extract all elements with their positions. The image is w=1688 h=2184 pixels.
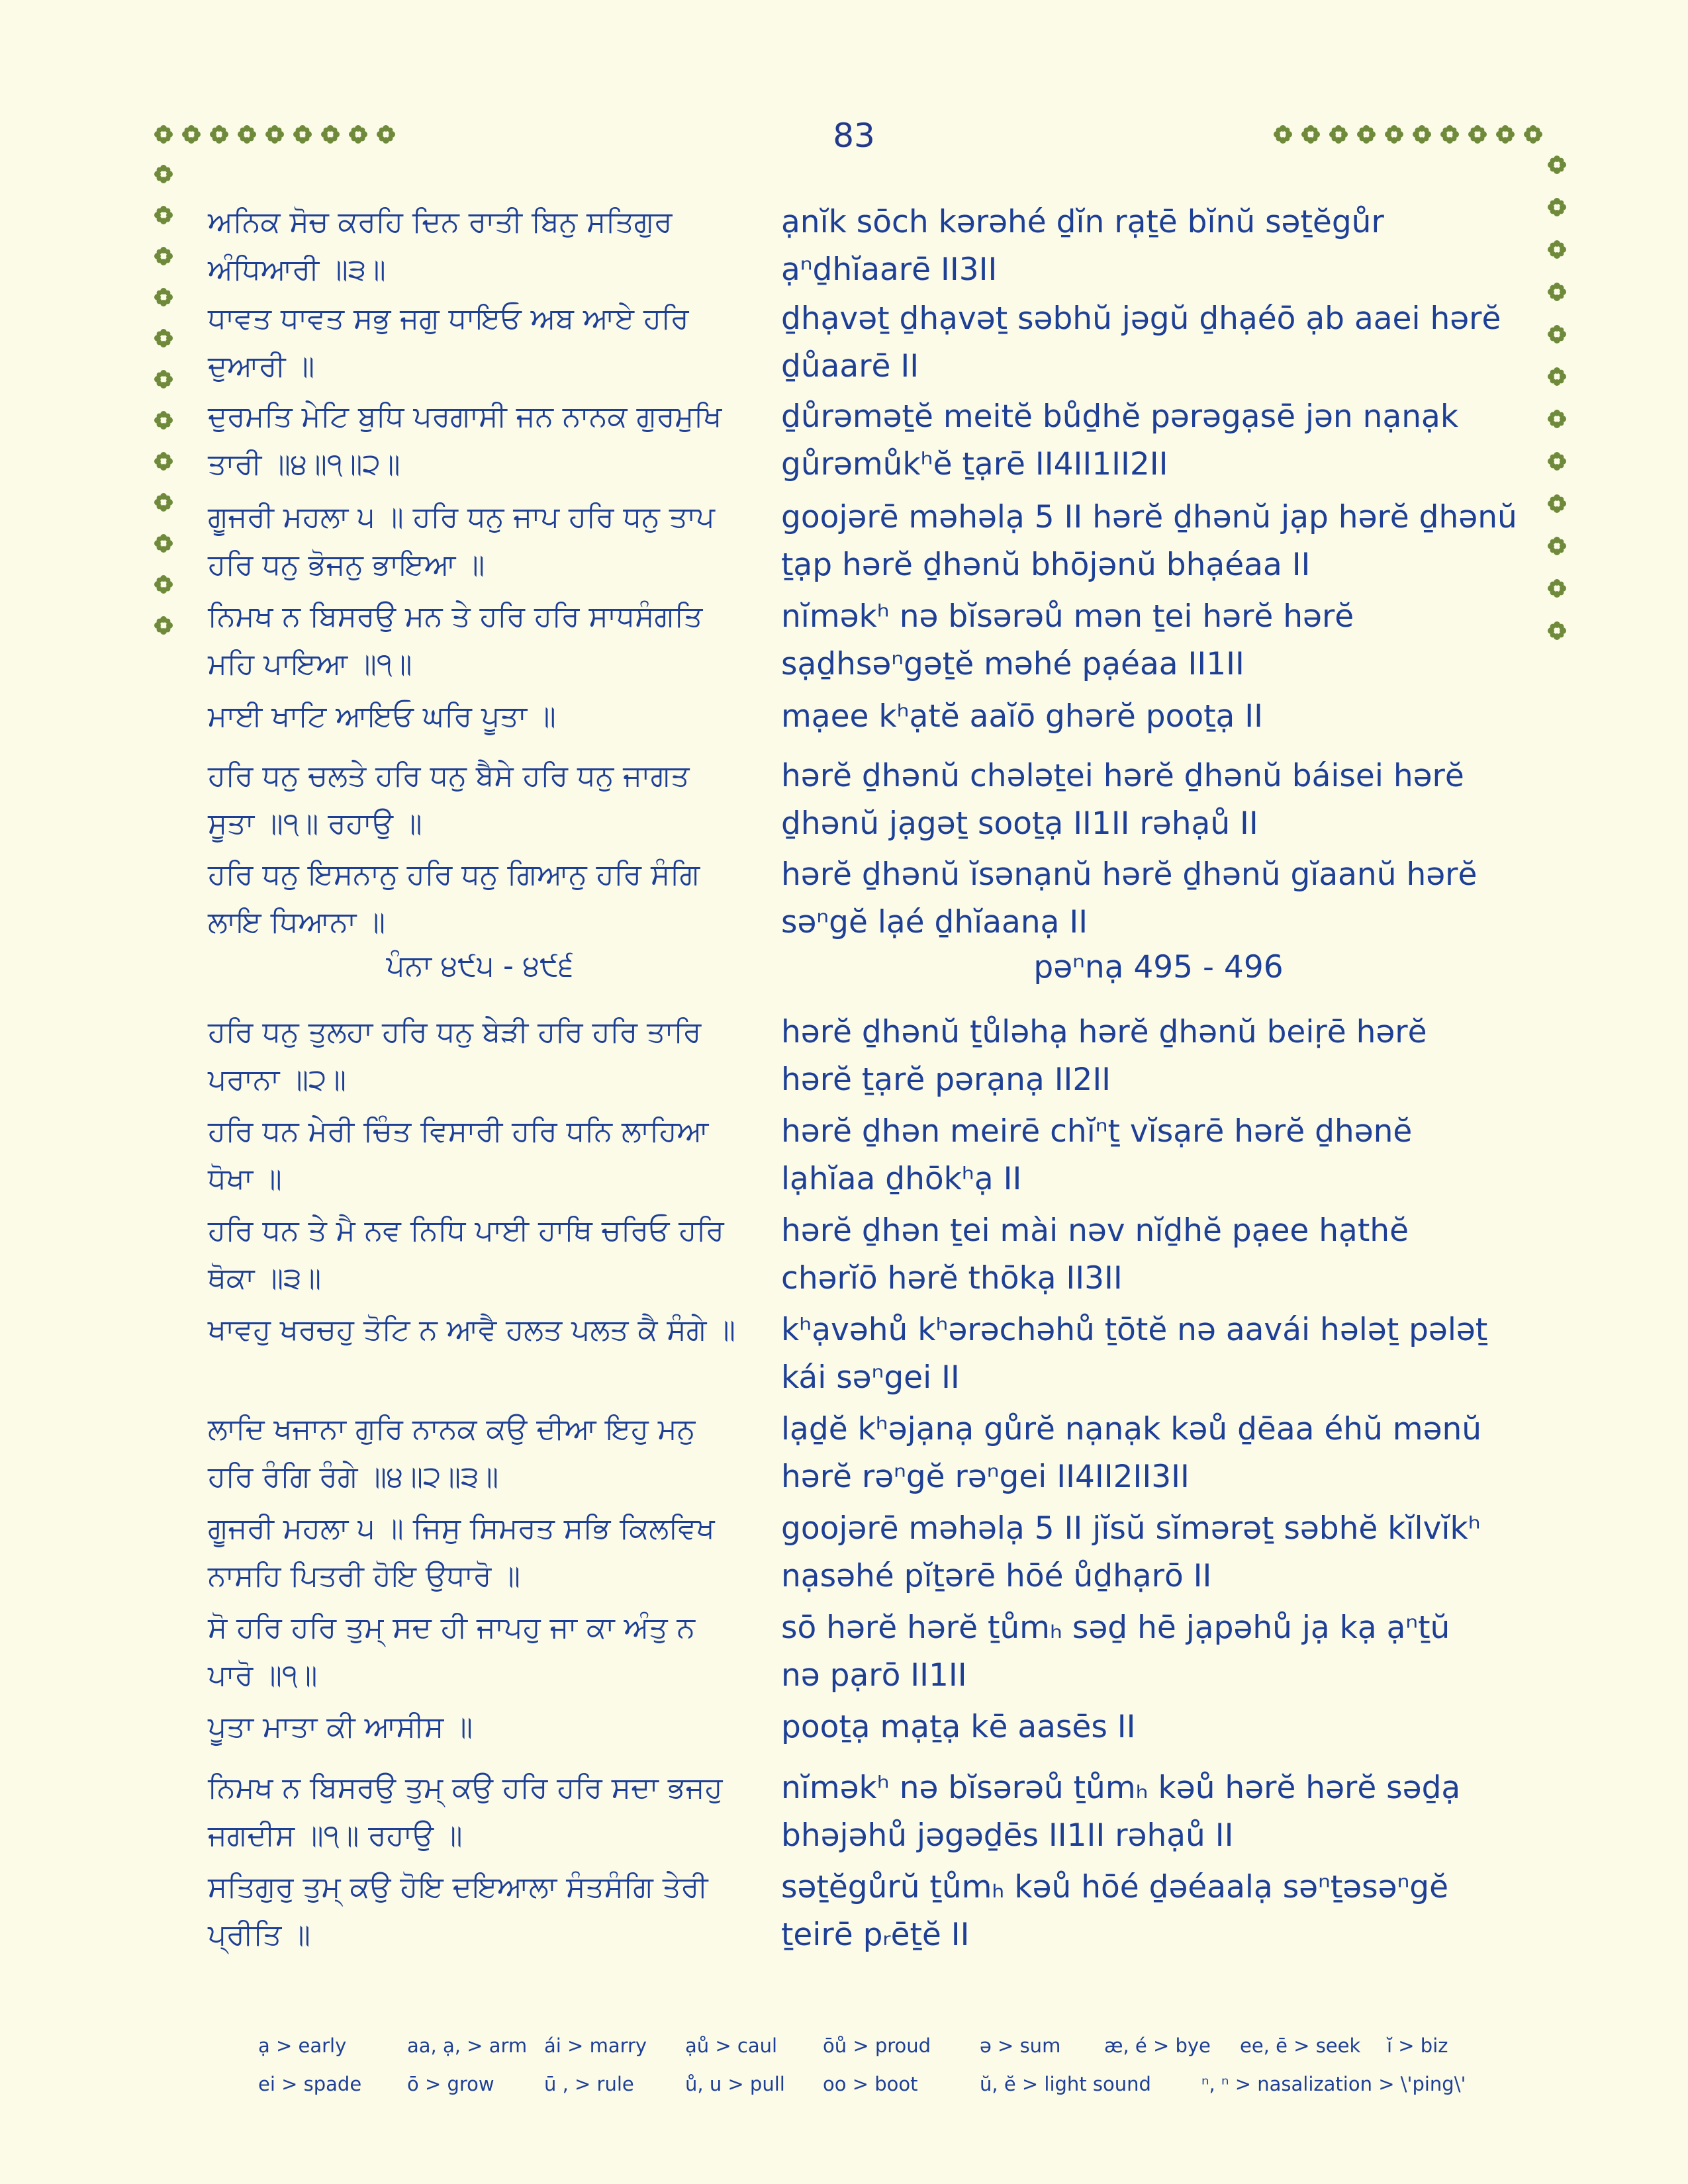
flower-icon xyxy=(376,124,396,144)
gurmukhi-text: ਹਰਿ ਧਨੁ ਚਲਤੇ ਹਰਿ ਧਨੁ ਬੈਸੇ ਹਰਿ ਧਨੁ ਜਾਗਤ ਸੂਤਾ ॥੧॥ ਰਹਾਉ ॥ xyxy=(208,759,690,841)
flower-icon xyxy=(154,328,173,348)
flower-icon xyxy=(1329,124,1348,144)
legend-item: ŭ, ĕ > light sound xyxy=(980,2073,1151,2095)
flower-icon xyxy=(209,124,229,144)
gurmukhi-text: ਨਿਮਖ ਨ ਬਿਸਰਉ ਮਨ ਤੇ ਹਰਿ ਹਰਿ ਸਾਧਸੰਗਤਿ ਮਹਿ ਪਾਇਆ ॥੧॥ xyxy=(208,600,703,681)
flower-icon xyxy=(1547,155,1567,175)
flower-icon xyxy=(1547,494,1567,514)
legend-item: oo > boot xyxy=(823,2073,918,2095)
flower-icon xyxy=(237,124,257,144)
gurmukhi-text: ਹਰਿ ਧਨ ਤੇ ਮੈ ਨਵ ਨਿਧਿ ਪਾਈ ਹਾਥਿ ਚਰਿਓ ਹਰਿ ਥੋਕਾ ॥੩॥ xyxy=(208,1214,724,1295)
gurmukhi-text: ਅਨਿਕ ਸੋਚ ਕਰਹਿ ਦਿਨ ਰਾਤੀ ਬਿਨੁ ਸਤਿਗੁਰ ਅੰਧਿਆਰੀ ॥੩॥ xyxy=(208,205,673,287)
legend-item: ạů > caul xyxy=(685,2034,778,2057)
transliteration-text: mạee kʰạtĕ aaĭō ghərĕ pooṯạ II xyxy=(781,698,1263,735)
gurmukhi-text: ਹਰਿ ਧਨੁ ਤੁਲਹਾ ਹਰਿ ਧਨੁ ਬੇੜੀ ਹਰਿ ਹਰਿ ਤਾਰਿ ਪਰਾਨਾ ॥੨॥ xyxy=(208,1015,702,1097)
flower-icon xyxy=(154,615,173,635)
flower-icon xyxy=(1384,124,1404,144)
flower-icon xyxy=(1547,197,1567,217)
gurmukhi-text: ਦੁਰਮਤਿ ਮੇਟਿ ਬੁਧਿ ਪਰਗਾਸੀ ਜਨ ਨਾਨਕ ਗੁਰਮੁਖਿ ਤਾਰੀ ॥੪॥੧॥੨॥ xyxy=(208,400,722,481)
gurmukhi-text: ਪੂਤਾ ਮਾਤਾ ਕੀ ਆਸੀਸ ॥ xyxy=(208,1710,473,1744)
legend-item: ee, ē > seek xyxy=(1240,2034,1361,2057)
flower-icon xyxy=(1547,578,1567,598)
page-number: 83 xyxy=(833,116,875,155)
flower-icon xyxy=(1547,451,1567,471)
transliteration-text: hərĕ ḏhənŭ ṯůləhạ hərĕ ḏhənŭ beiṛē hərĕ hərĕ ṯạrĕ pərạnạ II2II xyxy=(781,1014,1427,1098)
flower-icon xyxy=(1468,124,1487,144)
flower-icon xyxy=(1356,124,1376,144)
transliteration-text: ạnĭk sōch kərəhé ḏĭn rạṯē bĭnŭ səṯĕgůr ạⁿḏhĭaarē II3II xyxy=(781,204,1384,288)
legend-item: ů, u > pull xyxy=(685,2073,785,2095)
gurmukhi-text: ਸਤਿਗੁਰੁ ਤੁਮ੍ ਕਉ ਹੋਇ ਦਇਆਲਾ ਸੰਤਸੰਗਿ ਤੇਰੀ ਪ੍ਰੀਤਿ ॥ xyxy=(208,1870,708,1952)
flower-icon xyxy=(1547,621,1567,641)
gurmukhi-text: ਹਰਿ ਧਨ ਮੇਰੀ ਚਿੰਤ ਵਿਸਾਰੀ ਹਰਿ ਧਨਿ ਲਾਹਿਆ ਧੋਖਾ ॥ xyxy=(208,1115,709,1196)
legend-item: ō > grow xyxy=(407,2073,494,2095)
transliteration-text: ḏůrəməṯĕ meitĕ bůḏhĕ pərəgạsē jən nạnạk gůrəmůkʰĕ ṯạrē II4II1II2II xyxy=(781,398,1459,482)
flower-icon xyxy=(154,533,173,553)
flower-icon xyxy=(181,124,201,144)
transliteration-text: sō hərĕ hərĕ ṯůmₕ səḏ hē jạpəhů jạ kạ ạⁿṯŭ nə pạrō II1II xyxy=(781,1610,1450,1694)
legend-item: æ, é > bye xyxy=(1104,2034,1211,2057)
gurmukhi-text: ਖਾਵਹੁ ਖਰਚਹੁ ਤੋਟਿ ਨ ਆਵੈ ਹਲਤ ਪਲਤ ਕੈ ਸੰਗੇ ॥ xyxy=(208,1313,736,1347)
flower-icon xyxy=(293,124,312,144)
transliteration-text: nĭməkʰ nə bĭsərəů mən ṯei hərĕ hərĕ sạḏhsəⁿgəṯĕ məhé pạéaa II1II xyxy=(781,598,1354,682)
transliteration-text: hərĕ ḏhənŭ chələṯei hərĕ ḏhənŭ báisei hərĕ ḏhənŭ jạgəṯ sooṯạ II1II rəhạů II xyxy=(781,758,1464,842)
gurmukhi-text: ਨਿਮਖ ਨ ਬਿਸਰਉ ਤੁਮ੍ ਕਉ ਹਰਿ ਹਰਿ ਸਦਾ ਭਜਹੁ ਜਗਦੀਸ ॥੧॥ ਰਹਾਉ ॥ xyxy=(208,1771,723,1852)
flower-icon xyxy=(1440,124,1460,144)
legend-item: aa, ạ, > arm xyxy=(407,2034,528,2057)
flower-icon xyxy=(1547,282,1567,302)
flower-icon xyxy=(154,287,173,307)
legend-item: ōů > proud xyxy=(823,2034,931,2057)
flower-icon xyxy=(1547,367,1567,387)
flower-icon xyxy=(154,205,173,225)
legend-item: ə > sum xyxy=(980,2034,1061,2057)
flower-icon xyxy=(1301,124,1321,144)
legend-item: ái > marry xyxy=(544,2034,647,2057)
gurmukhi-text: ਮਾਈ ਖਾਟਿ ਆਇਓ ਘਰਿ ਪੂਤਾ ॥ xyxy=(208,700,556,733)
flower-icon xyxy=(154,451,173,471)
legend-item: ạ > early xyxy=(258,2034,347,2057)
flower-icon xyxy=(1523,124,1543,144)
gurmukhi-text: ਧਾਵਤ ਧਾਵਤ ਸਭੁ ਜਗੁ ਧਾਇਓ ਅਬ ਆਏ ਹਰਿ ਦੁਆਰੀ ॥ xyxy=(208,302,689,383)
gurmukhi-text: ਗੂਜਰੀ ਮਹਲਾ ੫ ॥ ਜਿਸੁ ਸਿਮਰਤ ਸਭਿ ਕਿਲਵਿਖ ਨਾਸਹਿ ਪਿਤਰੀ ਹੋਇ ਉਧਾਰੋ ॥ xyxy=(208,1512,715,1593)
transliteration-text: hərĕ ḏhənŭ ĭsənạnŭ hərĕ ḏhənŭ gĭaanŭ hərĕ səⁿgĕ lạé ḏhĭaanạ II xyxy=(781,856,1477,940)
flower-icon xyxy=(154,246,173,266)
transliteration-text: lạḏĕ kʰəjạnạ gůrĕ nạnạk kəů ḏēaa éhŭ mənŭ hərĕ rəⁿgĕ rəⁿgei II4II2II3II xyxy=(781,1411,1482,1495)
transliteration-text: nĭməkʰ nə bĭsərəů ṯůmₕ kəů hərĕ hərĕ səḏạ bhəjəhů jəgəḏēs II1II rəhạů II xyxy=(781,1770,1461,1854)
flower-icon xyxy=(154,410,173,430)
flower-icon xyxy=(265,124,285,144)
legend-item: ĭ > biz xyxy=(1387,2034,1448,2057)
flower-icon xyxy=(154,369,173,389)
flower-icon xyxy=(1412,124,1432,144)
gurmukhi-text: ਸੋ ਹਰਿ ਹਰਿ ਤੁਮ੍ ਸਦ ਹੀ ਜਾਪਹੁ ਜਾ ਕਾ ਅੰਤੁ ਨ ਪਾਰੋ ॥੧॥ xyxy=(208,1611,696,1692)
transliteration-text: hərĕ ḏhən ṯei mài nəv nĭḏhĕ pạee hạthĕ chərĭō hərĕ thōkạ II3II xyxy=(781,1212,1409,1297)
flower-icon xyxy=(154,492,173,512)
legend-item: ū , > rule xyxy=(544,2073,634,2095)
flower-icon xyxy=(1547,536,1567,556)
transliteration-text: ḏhạvəṯ ḏhạvəṯ səbhŭ jəgŭ ḏhạéō ạb aaei hərĕ ḏůaarē II xyxy=(781,300,1501,385)
transliteration-text: səṯĕgůrŭ ṯůmₕ kəů hōé ḏəéaalạ səⁿṯəsəⁿgĕ ṯeirē pᵣēṯĕ II xyxy=(781,1869,1449,1953)
page-reference-gurmukhi: ਪੰਨਾ ੪੯੫ - ੪੯੬ xyxy=(386,949,574,983)
transliteration-text: goojərē məhəlạ 5 II hərĕ ḏhənŭ jạp hərĕ ḏhənŭ ṯạp hərĕ ḏhənŭ bhōjənŭ bhạéaa II xyxy=(781,499,1517,583)
flower-icon xyxy=(154,574,173,594)
transliteration-text: goojərē məhəlạ 5 II jĭsŭ sĭmərəṯ səbhĕ kĭlvĭkʰ nạsəhé pĭṯərē hōé ůḏhạrō II xyxy=(781,1510,1481,1594)
gurmukhi-text: ਹਰਿ ਧਨੁ ਇਸਨਾਨੁ ਹਰਿ ਧਨੁ ਗਿਆਨੁ ਹਰਿ ਸੰਗਿ ਲਾਇ ਧਿਆਨਾ ॥ xyxy=(208,858,700,939)
flower-icon xyxy=(154,164,173,184)
transliteration-text: kʰạvəhů kʰərəchəhů ṯōtĕ nə aavái hələṯ pələṯ kái səⁿgei II xyxy=(781,1312,1488,1396)
transliteration-text: hərĕ ḏhən meirē chĭⁿṯ vĭsạrē hərĕ ḏhənĕ lạhĭaa ḏhōkʰạ II xyxy=(781,1113,1413,1197)
flower-icon xyxy=(1495,124,1515,144)
gurmukhi-text: ਲਾਦਿ ਖਜਾਨਾ ਗੁਰਿ ਨਾਨਕ ਕਉ ਦੀਆ ਇਹੁ ਮਨੁ ਹਰਿ ਰੰਗਿ ਰੰਗੇ ॥੪॥੨॥੩॥ xyxy=(208,1412,696,1494)
flower-icon xyxy=(1547,409,1567,429)
flower-icon xyxy=(1273,124,1293,144)
transliteration-text: pooṯạ mạṯạ kē aasēs II xyxy=(781,1709,1136,1745)
flower-icon xyxy=(320,124,340,144)
legend-item: ei > spade xyxy=(258,2073,362,2095)
page-reference-transliteration: pəⁿnạ 495 - 496 xyxy=(1033,949,1284,985)
flower-icon xyxy=(348,124,368,144)
flower-icon xyxy=(154,124,173,144)
gurmukhi-text: ਗੂਜਰੀ ਮਹਲਾ ੫ ॥ ਹਰਿ ਧਨੁ ਜਾਪ ਹਰਿ ਧਨੁ ਤਾਪ ਹਰਿ ਧਨੁ ਭੋਜਨੁ ਭਾਇਆ ॥ xyxy=(208,500,715,582)
flower-icon xyxy=(1547,240,1567,259)
flower-icon xyxy=(1547,324,1567,344)
legend-item: ⁿ, ⁿ > nasalization > \'ping\' xyxy=(1201,2073,1466,2095)
